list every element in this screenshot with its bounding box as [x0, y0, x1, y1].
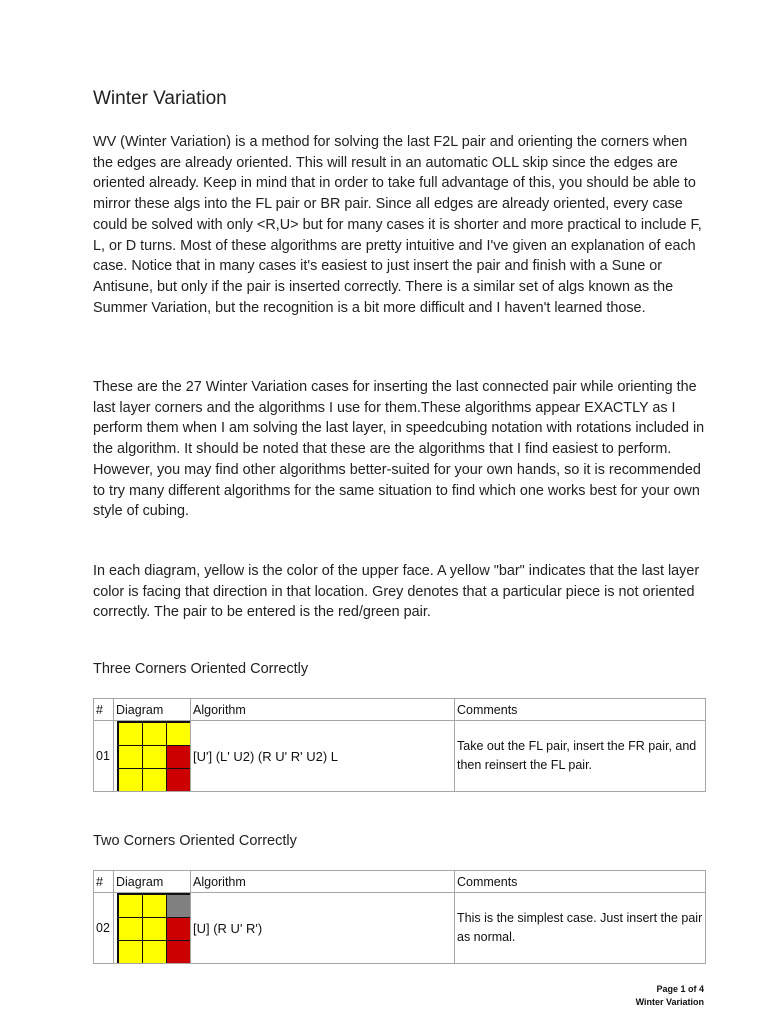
footer-doc-name: Winter Variation [635, 997, 704, 1007]
cases-table-two-corners [93, 870, 706, 964]
diagram-sticker-yellow [143, 769, 166, 791]
diagram-sticker-red [167, 918, 190, 940]
case-comments: Take out the FL pair, insert the FR pair, and then reinsert the FL pair. [455, 721, 706, 792]
cube-diagram [117, 721, 190, 791]
case-number: 02 [94, 893, 114, 964]
table-header-row [94, 871, 706, 893]
footer-page-number: Page 1 of 4 [656, 984, 704, 994]
diagram-sticker-yellow [119, 941, 142, 963]
header-comments: Comments [455, 871, 706, 893]
header-algorithm: Algorithm [191, 871, 455, 893]
case-diagram-cell [114, 721, 191, 792]
diagram-sticker-yellow [143, 941, 166, 963]
case-algorithm: [U] (R U' R') [191, 893, 455, 964]
header-num: # [94, 699, 114, 721]
case-algorithm: [U'] (L' U2) (R U' R' U2) L [191, 721, 455, 792]
diagram-sticker-yellow [119, 918, 142, 940]
header-diagram: Diagram [114, 699, 191, 721]
section-heading-three-corners: Three Corners Oriented Correctly [93, 661, 309, 677]
diagram-sticker-red [167, 746, 190, 768]
diagram-sticker-yellow [143, 746, 166, 768]
case-diagram-cell [114, 893, 191, 964]
diagram-sticker-red [167, 769, 190, 791]
cases-paragraph: These are the 27 Winter Variation cases for inserting the last connected pair while orienting the last layer corners and the algorithms I use for them.These algorithms appear EXACTLY as I perform them when I am solving the last layer, in speedcubing notation with rotations included in the algorithm. It should be noted that these are the algorithms that I find easiest to perform. However, you may find other algorithms better-suited for your own hands, so it is recommended to try many different algorithms for the same situation to find which one works best for your own style of cubing. [93, 379, 705, 520]
intro-paragraph: WV (Winter Variation) is a method for solving the last F2L pair and orienting the corners when the edges are already oriented. This will result in an automatic OLL skip since the edges are oriented already. Keep in mind that in order to take full advantage of this, you should be able to mirror these algs into the FL pair or BR pair. Since all edges are already oriented, every case could be solved with only <R,U> but for many cases it is shorter and more practical to include F, L, or D turns. Most of these algorithms are pretty intuitive and I've given an explanation of each case. Notice that in many cases it's easiest to just insert the pair and finish with a Sune or Antisune, but only if the pair is inserted correctly. There is a similar set of algs known as the Summer Variation, but the recognition is a bit more difficult and I haven't learned those. [93, 134, 702, 316]
diagram-sticker-grey [167, 895, 190, 917]
case-comments: This is the simplest case. Just insert the pair as normal. [455, 893, 706, 964]
diagram-sticker-yellow [119, 769, 142, 791]
diagram-sticker-yellow [143, 918, 166, 940]
diagram-sticker-yellow [119, 723, 142, 745]
section-heading-two-corners: Two Corners Oriented Correctly [93, 833, 297, 849]
diagram-sticker-yellow [167, 723, 190, 745]
header-num: # [94, 871, 114, 893]
header-diagram: Diagram [114, 871, 191, 893]
cases-table-three-corners [93, 698, 706, 792]
table-row [94, 893, 706, 964]
diagram-sticker-red [167, 941, 190, 963]
table-row [94, 721, 706, 792]
table-header-row [94, 699, 706, 721]
diagram-legend-paragraph: In each diagram, yellow is the color of the upper face. A yellow "bar" indicates that the last layer color is facing that direction in that location. Grey denotes that a particular piece is not oriented correctly. The pair to be entered is the red/green pair. [93, 563, 700, 621]
diagram-sticker-yellow [119, 895, 142, 917]
cube-diagram [117, 893, 190, 963]
diagram-sticker-yellow [143, 895, 166, 917]
header-comments: Comments [455, 699, 706, 721]
diagram-sticker-yellow [143, 723, 166, 745]
case-number: 01 [94, 721, 114, 792]
diagram-sticker-yellow [119, 746, 142, 768]
document-title: Winter Variation [93, 88, 227, 109]
header-algorithm: Algorithm [191, 699, 455, 721]
